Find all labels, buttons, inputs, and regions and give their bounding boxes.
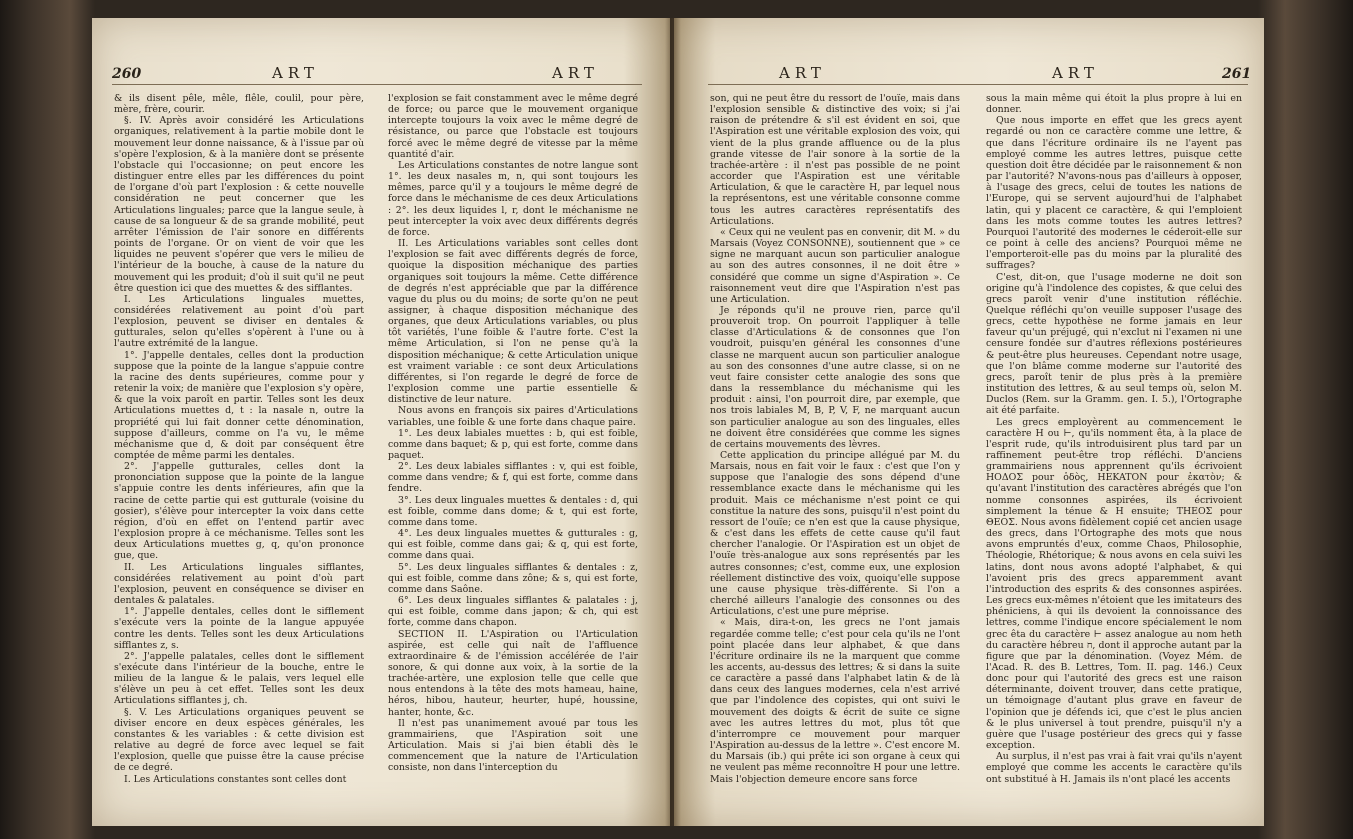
- paragraph: Au surplus, il n'est pas vrai à fait vrai qu'ils n'ayent employé que comme les accents le caractère qu'ils ont substitué à H. Jamais ils n'ont placé les accents: [986, 751, 1242, 785]
- left-page: [92, 18, 670, 826]
- paragraph: I. Les Articulations linguales muettes, considérées relativement au point d'où part l'explosion, peuvent se diviser en dentales & gutturales, selon qu'elles s'opèrent à l'une ou à l'autre extrémité de la langue.: [114, 293, 364, 350]
- paragraph: §. IV. Après avoir considéré les Articulations organiques, relativement à la partie mobile dont le mouvement leur donne naissance, & à l'issue par où s'opère l'explosion, & à la manière dont se présente l'obstacle qui l'occasionne; on peut encore les distinguer entre elles par les différences du point de l'organe d'où part l'explosion : & cette nouvelle considération ne peut concerner que les Articulations linguales; parce que la langue seule, à cause de sa longueur & de sa grande mobilité, peut arrêter l'émission de l'air sonore en différents points de l'organe. Or on vient de voir que les liquides ne peuvent s'opérer que vers le milieu de l'intérieur de la bouche, à cause de la nature du mouvement qui les produit; d'où il suit qu'il ne peut être question ici que des muettes & des sifflantes.: [114, 115, 364, 294]
- paragraph: Cette application du principe allégué par M. du Marsais, nous en fait voir le faux : c'est que l'on y suppose que l'analogie des sons dépend d'une ressemblance exacte dans le méchanisme qui les produit. Mais ce méchanisme n'est point ce qui constitue la nature des sons, puisqu'il n'est point du ressort de l'ouïe; ce n'en est que la cause physique, & c'est dans les effets de cette cause qu'il faut chercher l'analogie. Or l'Aspiration est un objet de l'ouïe très-analogue aux sons représentés par les autres consonnes; c'est, comme eux, une explosion réellement distinctive des voix, quoiqu'elle suppose une cause physique très-différente. Si l'on a cherché ailleurs l'analogie des consonnes ou des Articulations, c'est une pure méprise.: [710, 450, 960, 618]
- paragraph: 1°. J'appelle dentales, celles dont la production suppose que la pointe de la langue s'appuie contre la racine des dents supérieures, comme pour y retenir la voix; de manière que l'explosion s'y opère, & que la voix paroît en partir. Telles sont les deux Articulations muettes d, t : la nasale n, outre la propriété qui lui fait donner cette dénomination, suppose d'ailleurs, comme on l'a vu, le même méchanisme que d, & doit par conséquent être comptée de même parmi les dentales.: [114, 349, 364, 461]
- right-column-1: [710, 93, 960, 823]
- paragraph: 6°. Les deux linguales sifflantes & palatales : j, qui est foible, comme dans japon; & ch, qui est forte, comme dans chapon.: [388, 595, 638, 629]
- paragraph: §. V. Les Articulations organiques peuvent se diviser encore en deux espèces générales, les constantes & les variables : & cette division est relative au degré de force avec lequel se fait l'explosion, quelle que puisse être la cause précise de ce degré.: [114, 706, 364, 774]
- paragraph: SECTION II. L'Aspiration ou l'Articulation aspirée, est celle qui naît de l'affluence extraordinaire & de l'émission accélérée de l'air sonore, & qui donne aux voix, à la sortie de la trachée-artère, une explosion telle que celle que nous entendons à la tête des mots hameau, haine, héros, hibou, hauteur, heurter, hupé, houssine, hanter, honte, &c.: [388, 628, 638, 718]
- paragraph: 5°. Les deux linguales sifflantes & dentales : z, qui est foible, comme dans zône; & s, qui est forte, comme dans Saône.: [388, 561, 638, 595]
- paragraph: 1°. Les deux labiales muettes : b, qui est foible, comme dans baquet; & p, qui est forte, comme dans paquet.: [388, 427, 638, 461]
- paragraph: l'explosion se fait constamment avec le même degré de force; ou parce que le mouvement organique intercepte toujours la voix avec le même degré de résistance, ou parce que l'obstacle est toujours forcé avec le même degré de vitesse par la même quantité d'air.: [388, 93, 638, 160]
- left-running-head-2: ART: [552, 64, 599, 82]
- left-header-rule: [112, 84, 642, 85]
- left-column-1: [114, 93, 364, 823]
- paragraph: « Mais, dira-t-on, les grecs ne l'ont jamais regardée comme telle; c'est pour cela qu'ils ne l'ont point placée dans leur alphabet, & que dans l'écriture ordinaire ils ne la marquent que comme les accents, au-dessus des lettres; & si dans la suite ce caractère a passé dans l'alphabet latin & de là dans ceux des langues modernes, cela n'est arrivé que par l'indolence des copistes, qui ont suivi le mouvement des doigts & écrit de suite ce signe avec les autres lettres du mot, plus tôt que d'interrompre ce mouvement pour marquer l'Aspiration au-dessus de la lettre ». C'est encore M. du Marsais (ib.) qui prête ici son organe à ceux qui ne veulent pas même reconnoître H pour une lettre. Mais l'objection demeure encore sans force: [710, 617, 960, 785]
- left-running-head-1: ART: [272, 64, 319, 82]
- paragraph: 2°. J'appelle palatales, celles dont le sifflement s'exécute dans l'intérieur de la bouche, entre le milieu de la langue & le palais, vers lequel elle s'élève un peu à cet effet. Telles sont les deux Articulations sifflantes j, ch.: [114, 650, 364, 707]
- book-gutter: [665, 18, 681, 826]
- paragraph: & ils disent pêle, mêle, flêle, coulil, pour père, mère, frère, courir.: [114, 93, 364, 116]
- paragraph: Que nous importe en effet que les grecs ayent regardé ou non ce caractère comme une lettre, & que dans l'écriture ordinaire ils ne l'ayent pas employé comme les autres lettres, puisque cette question doit être décidée par le raisonnement & non par l'autorité? N'avons-nous pas d'ailleurs à opposer, à l'usage des grecs, celui de toutes les nations de l'Europe, qui se servent aujourd'hui de l'alphabet latin, qui y placent ce caractère, & qui l'emploient dans les mots comme toutes les autres lettres? Pourquoi l'autorité des modernes le céderoit-elle sur ce point à celle des anciens? Pourquoi même ne l'emporteroit-elle pas du moins par la pluralité des suffrages?: [986, 115, 1242, 272]
- paragraph: 2°. J'appelle gutturales, celles dont la prononciation suppose que la pointe de la langue s'appuie contre les dents inférieures, afin que la racine de cette partie qui est gutturale (voisine du gosier), s'élève pour intercepter la voix dans cette région, d'où en effet on l'entend partir avec l'explosion propre à ce méchanisme. Telles sont les deux Articulations muettes g, q, qu'on prononce gue, que.: [114, 461, 364, 562]
- paragraph: 2°. Les deux labiales sifflantes : v, qui est foible, comme dans vendre; & f, qui est forte, comme dans fendre.: [388, 461, 638, 495]
- left-column-2: [388, 93, 638, 823]
- left-page-number: 260: [112, 66, 142, 82]
- paragraph: sous la main même qui étoit la plus propre à lui en donner.: [986, 93, 1242, 116]
- paragraph: Il n'est pas unanimement avoué par tous les grammairiens, que l'Aspiration soit une Articulation. Mais si j'ai bien établi dès le commencement que la nature de l'Articulation consiste, non dans l'interception du: [388, 717, 638, 774]
- paragraph: C'est, dit-on, que l'usage moderne ne doit son origine qu'à l'indolence des copistes, & que celui des grecs paroît venir d'une institution réfléchie. Quelque réfléchi qu'on veuille supposer l'usage des grecs, cette hypothèse ne forme jamais en leur faveur qu'un préjugé, qui n'exclut ni l'examen ni une censure fondée sur d'autres réflexions postérieures & peut-être plus heureuses. Cependant notre usage, que l'on blâme comme moderne sur l'autorité des grecs, paroît tenir de plus près à la première institution des lettres, & au seul temps où, selon M. Duclos (Rem. sur la Gramm. gen. I. 5.), l'Ortographe ait été parfaite.: [986, 271, 1242, 417]
- right-running-head-1: ART: [779, 64, 826, 82]
- paragraph: Je réponds qu'il ne prouve rien, parce qu'il prouveroit trop. On pourroit l'appliquer à telle classe d'Articulations & de consonnes que l'on voudroit, puisqu'en général les consonnes d'une classe ne marquent aucun son particulier analogue au son des consonnes d'une autre classe, si on ne veut faire consister cette analogie des sons que dans la ressemblance du méchanisme qui les produit : ainsi, l'on pourroit dire, par exemple, que nos trois labiales M, B, P, V, F, ne marquant aucun son particulier analogue au son des linguales, elles ne doivent être considérées que comme les signes de certains mouvements des lèvres.: [710, 304, 960, 450]
- right-column-2: [986, 93, 1242, 823]
- paragraph: 1°. J'appelle dentales, celles dont le sifflement s'exécute vers la pointe de la langue appuyée contre les dents. Telles sont les deux Articulations sifflantes z, s.: [114, 606, 364, 651]
- paragraph: Nous avons en françois six paires d'Articulations variables, une foible & une forte dans chaque paire.: [388, 405, 638, 428]
- right-page: [674, 18, 1264, 826]
- right-header-rule: [708, 84, 1248, 85]
- paragraph: Les Articulations constantes de notre langue sont 1°. les deux nasales m, n, qui sont toujours les mêmes, parce qu'il y a toujours le même degré de force dans le méchanisme de ces deux Articulations : 2°. les deux liquides l, r, dont le méchanisme ne peut intercepter la voix avec deux différents degrés de force.: [388, 159, 638, 238]
- paragraph: Les grecs employèrent au commencement le caractère H ou ⊢, qu'ils nomment êta, à la place de l'esprit rude, qu'ils introduisirent plus tard par un raffinement peut-être trop réfléchi. D'anciens grammairiens nous apprennent qu'ils écrivoient HΟΔΟΣ pour ὁδὸς, HEKATON pour ἑκατὸν; & qu'avant l'institution des caractères abrégés que l'on nomme consonnes aspirées, ils écrivoient simplement la ténue & H ensuite; THEOΣ pour ΘΕΟΣ. Nous avons fidèlement copié cet ancien usage des grecs, dans l'Ortographe des mots que nous avons empruntés d'eux, comme Chaos, Philosophie, Théologie, Rhétorique; & nous avons en cela suivi les latins, dont nous avons adopté l'alphabet, & qui l'avoient pris des grecs apparemment avant l'introduction des esprits & des consonnes aspirées. Les grecs eux-mêmes n'étoient que les imitateurs des phéniciens, à qui ils devoient la connoissance des lettres, comme l'indique encore spécialement le nom grec êta du caractère ⊢ assez analogue au nom heth du caractère hébreu ח, dont il approche autant par la figure que par la dénomination. (Voyez Mém. de l'Acad. R. des B. Lettres, Tom. II. pag. 146.) Ceux donc pour qui l'autorité des grecs est une raison déterminante, doivent trouver, dans cette pratique, un témoignage d'autant plus grave en faveur de l'opinion que je défends ici, que c'est le plus ancien & le plus universel à tout prendre, puisqu'il n'y a guère que l'usage postérieur des grecs qui y fasse exception.: [986, 416, 1242, 752]
- paragraph: 3°. Les deux linguales muettes & dentales : d, qui est foible, comme dans dome; & t, qui est forte, comme dans tome.: [388, 494, 638, 528]
- right-running-head-2: ART: [1052, 64, 1099, 82]
- paragraph: II. Les Articulations variables sont celles dont l'explosion se fait avec différents degrés de force, quoique la disposition méchanique des parties organiques soit toujours la même. Cette différence de degrés n'est appréciable que par la différence vague du plus ou du moins; de sorte qu'on ne peut assigner, à chaque disposition méchanique des organes, que deux Articulations variables, ou plus tôt variétés, l'une foible & l'autre forte. C'est la même Articulation, si l'on ne pense qu'à la disposition méchanique; & cette Articulation unique est vraiment variable : ce sont deux Articulations différentes, si l'on regarde le degré de force de l'explosion comme une partie essentielle & distinctive de leur nature.: [388, 238, 638, 406]
- paragraph: I. Les Articulations constantes sont celles dont: [124, 773, 347, 785]
- paragraph: « Ceux qui ne veulent pas en convenir, dit M. » du Marsais (Voyez CONSONNE), soutiennent que » ce signe ne marquant aucun son particulier analogue au son des autres consonnes, il ne doit être » considéré que comme un signe d'Aspiration ». Ce raisonnement veut dire que l'Aspiration n'est pas une Articulation.: [710, 226, 960, 305]
- paragraph: son, qui ne peut être du ressort de l'ouïe, mais dans l'explosion sensible & distinctive des voix; si j'ai raison de prétendre & s'il est évident en soi, que l'Aspiration est une véritable explosion des voix, qui vient de la plus grande affluence ou de la plus grande vitesse de l'air sonore à la sortie de la trachée-artère : il n'est pas possible de ne point accorder que l'Aspiration est une véritable Articulation, & que le caractère H, par lequel nous la représentons, est une véritable consonne comme tous les autres caractères représentatifs des Articulations.: [710, 93, 960, 227]
- paragraph: 4°. Les deux linguales muettes & gutturales : g, qui est foible, comme dans gai; & q, qui est forte, comme dans quai.: [388, 528, 638, 562]
- right-page-number: 261: [1222, 66, 1252, 82]
- paragraph: II. Les Articulations linguales sifflantes, considérées relativement au point d'où part l'explosion, peuvent en conséquence se diviser en dentales & palatales.: [114, 561, 364, 607]
